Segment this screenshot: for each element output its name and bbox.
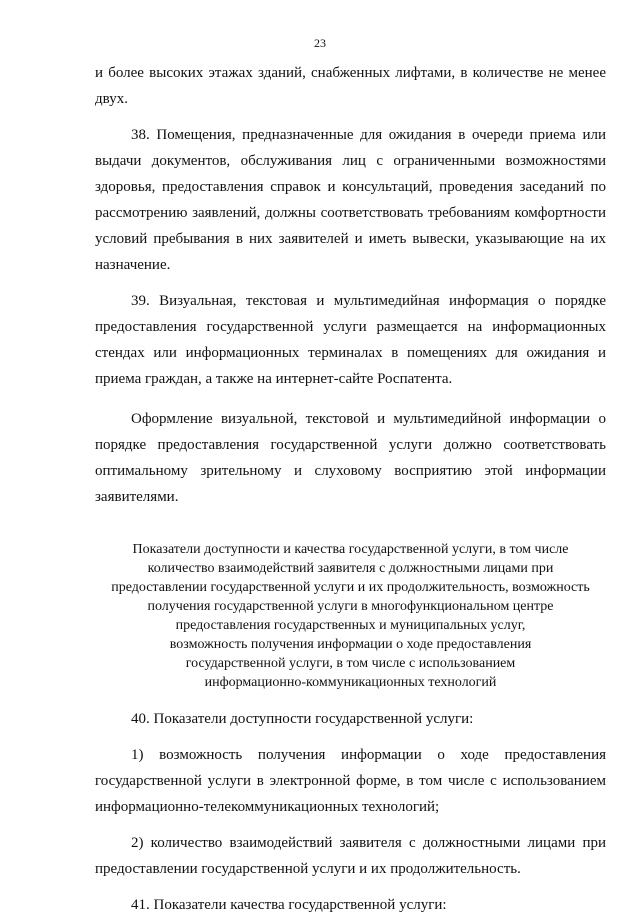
paragraph-continuation: и более высоких этажах зданий, снабженных лифтами, в количестве не менее двух. bbox=[95, 65, 606, 107]
paragraph-41: 41. Показатели качества государственной услуги: bbox=[131, 897, 447, 913]
paragraph-38: 38. Помещения, предназначенные для ожидания в очереди приема или выдачи документов, обслуживания лиц с ограниченными возможностями здоровья, предоставления справок и консультаций, проведения заседаний по рассмотрению заявлений, должны соответствовать требованиям комфортности условий пребывания в них заявителей и иметь вывески, указывающие на их назначение. bbox=[95, 127, 606, 273]
paragraph-39: 39. Визуальная, текстовая и мультимедийная информация о порядке предоставления государственной услуги размещается на информационных стендах или информационных терминалах в помещениях для ожидания и приема граждан, а также на интернет-сайте Роспатента. bbox=[95, 293, 606, 387]
paragraph-40-item-1: 1) возможность получения информации о ходе предоставления государственной услуги в электронной форме, в том числе с использованием информационно-телекоммуникационных технологий; bbox=[95, 747, 606, 815]
page-number: 23 bbox=[314, 36, 326, 50]
page-body bbox=[95, 60, 606, 918]
section-heading-line: количество взаимодействий заявителя с должностными лицами при bbox=[147, 561, 554, 576]
paragraph-40-item-2: 2) количество взаимодействий заявителя с должностными лицами при предоставлении государственной услуги и их продолжительность. bbox=[95, 835, 606, 877]
section-heading-line: предоставления государственных и муниципальных услуг, bbox=[175, 618, 526, 633]
section-heading-line: возможность получения информации о ходе предоставления bbox=[169, 637, 532, 652]
section-heading-line: получения государственной услуги в многофункциональном центре bbox=[147, 599, 554, 614]
section-heading-line: информационно-коммуникационных технологий bbox=[204, 675, 497, 690]
section-heading bbox=[95, 540, 606, 692]
section-heading-line: государственной услуги, в том числе с использованием bbox=[185, 656, 516, 671]
section-heading-line: предоставлении государственной услуги и их продолжительность, возможность bbox=[111, 580, 590, 595]
section-heading-line: Показатели доступности и качества государственной услуги, в том числе bbox=[132, 542, 569, 557]
paragraph-40: 40. Показатели доступности государственной услуги: bbox=[131, 711, 474, 727]
paragraph-39-design: Оформление визуальной, текстовой и мультимедийной информации о порядке предоставления государственной услуги должно соответствовать оптимальному зрительному и слуховому восприятию этой информации заявителями. bbox=[95, 411, 606, 505]
